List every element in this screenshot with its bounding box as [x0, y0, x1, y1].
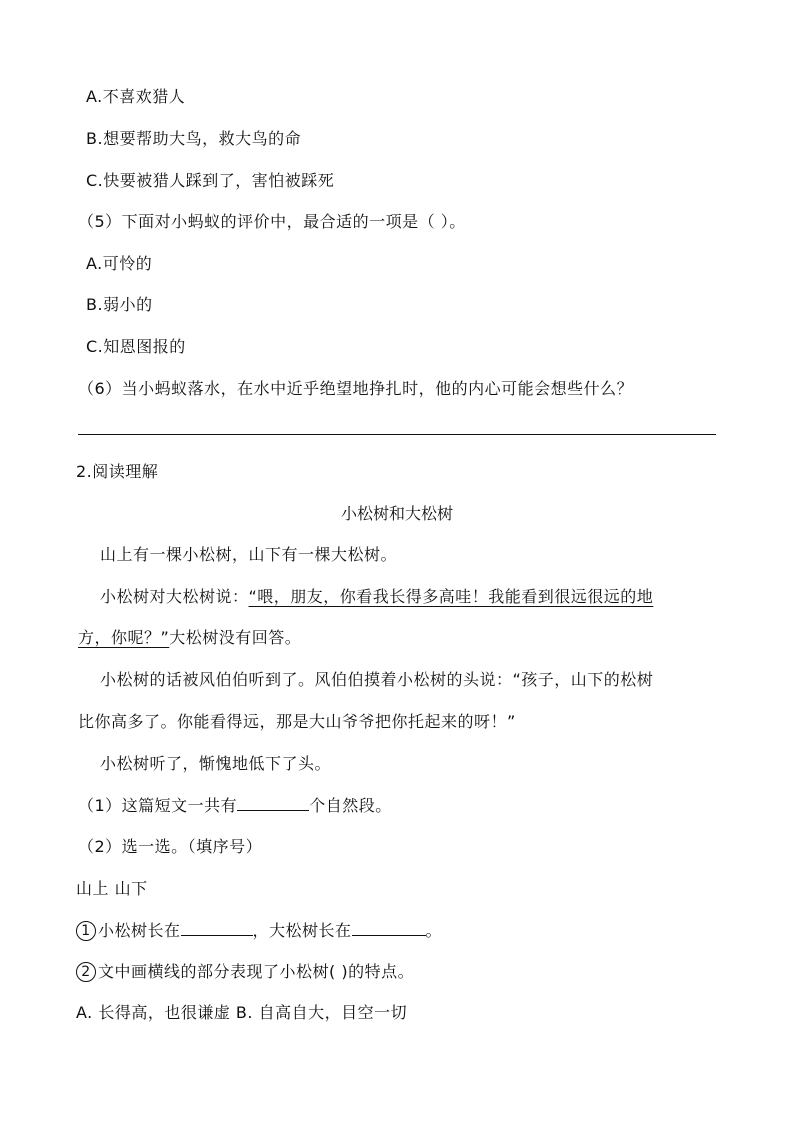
paragraph-3-line-1: 小松树的话被风伯伯听到了。风伯伯摸着小松树的头说：“孩子，山下的松树	[100, 670, 654, 689]
sub-question-1	[76, 919, 442, 942]
question-1	[78, 794, 392, 817]
small-pine-location-blank[interactable]	[181, 919, 253, 936]
q4-option-a: A.不喜欢猎人	[86, 87, 186, 106]
paragraph-1: 山上有一棵小松树，山下有一棵大松树。	[100, 545, 398, 564]
sub-question-2-options: A. 长得高，也很谦虚 B. 自高自大，目空一切	[76, 1003, 408, 1022]
question-2: （2）选一选。（填序号）	[78, 837, 263, 856]
sub-question-2-text: 文中画横线的部分表现了小松树( )的特点。	[98, 962, 415, 981]
sub-question-2	[76, 961, 414, 983]
q6-answer-line[interactable]	[78, 434, 716, 435]
q4-option-c: C.快要被猎人踩到了，害怕被踩死	[86, 171, 335, 190]
q4-option-b: B.想要帮助大鸟，救大鸟的命	[86, 129, 302, 148]
q5-option-c: C.知恩图报的	[86, 337, 186, 356]
paragraph-2-lead: 小松树对大松树说：	[100, 587, 249, 606]
paragraph-3-line-2: 比你高多了。你能看得远，那是大山爷爷把你托起来的呀！”	[78, 712, 516, 731]
underlined-sentence-part-1: “喂，朋友，你看我长得多高哇！我能看到很远很远的地	[248, 587, 654, 606]
word-choices: 山上 山下	[76, 879, 148, 898]
sub-question-1-text-a: 小松树长在	[98, 921, 181, 940]
circled-number-2: 2	[76, 962, 96, 982]
q5-option-b: B.弱小的	[86, 295, 153, 314]
section-heading: 2.阅读理解	[76, 462, 159, 481]
q6-question: （6）当小蚂蚁落水，在水中近乎绝望地挣扎时，他的内心可能会想些什么？	[78, 379, 634, 398]
circled-number-1: 1	[76, 921, 96, 941]
question-1-text: （1）这篇短文一共有	[78, 796, 238, 815]
passage-title: 小松树和大松树	[340, 504, 453, 523]
sub-question-1-end: 。	[425, 921, 443, 940]
paragraph-4: 小松树听了，惭愧地低下了头。	[100, 754, 332, 773]
big-pine-location-blank[interactable]	[352, 919, 426, 936]
q5-option-a: A.可怜的	[86, 254, 153, 273]
paragraph-2-line-1	[100, 586, 653, 608]
question-1-suffix: 个自然段。	[309, 796, 392, 815]
underlined-sentence-part-2: 方，你呢？”	[78, 628, 170, 647]
paragraph-2-tail: 大松树没有回答。	[169, 628, 302, 647]
paragraph-count-blank[interactable]	[237, 794, 309, 811]
q5-question: （5）下面对小蚂蚁的评价中，最合适的一项是（ ）。	[78, 212, 466, 231]
sub-question-1-text-b: ，大松树长在	[252, 921, 352, 940]
paragraph-2-line-2	[78, 627, 301, 649]
